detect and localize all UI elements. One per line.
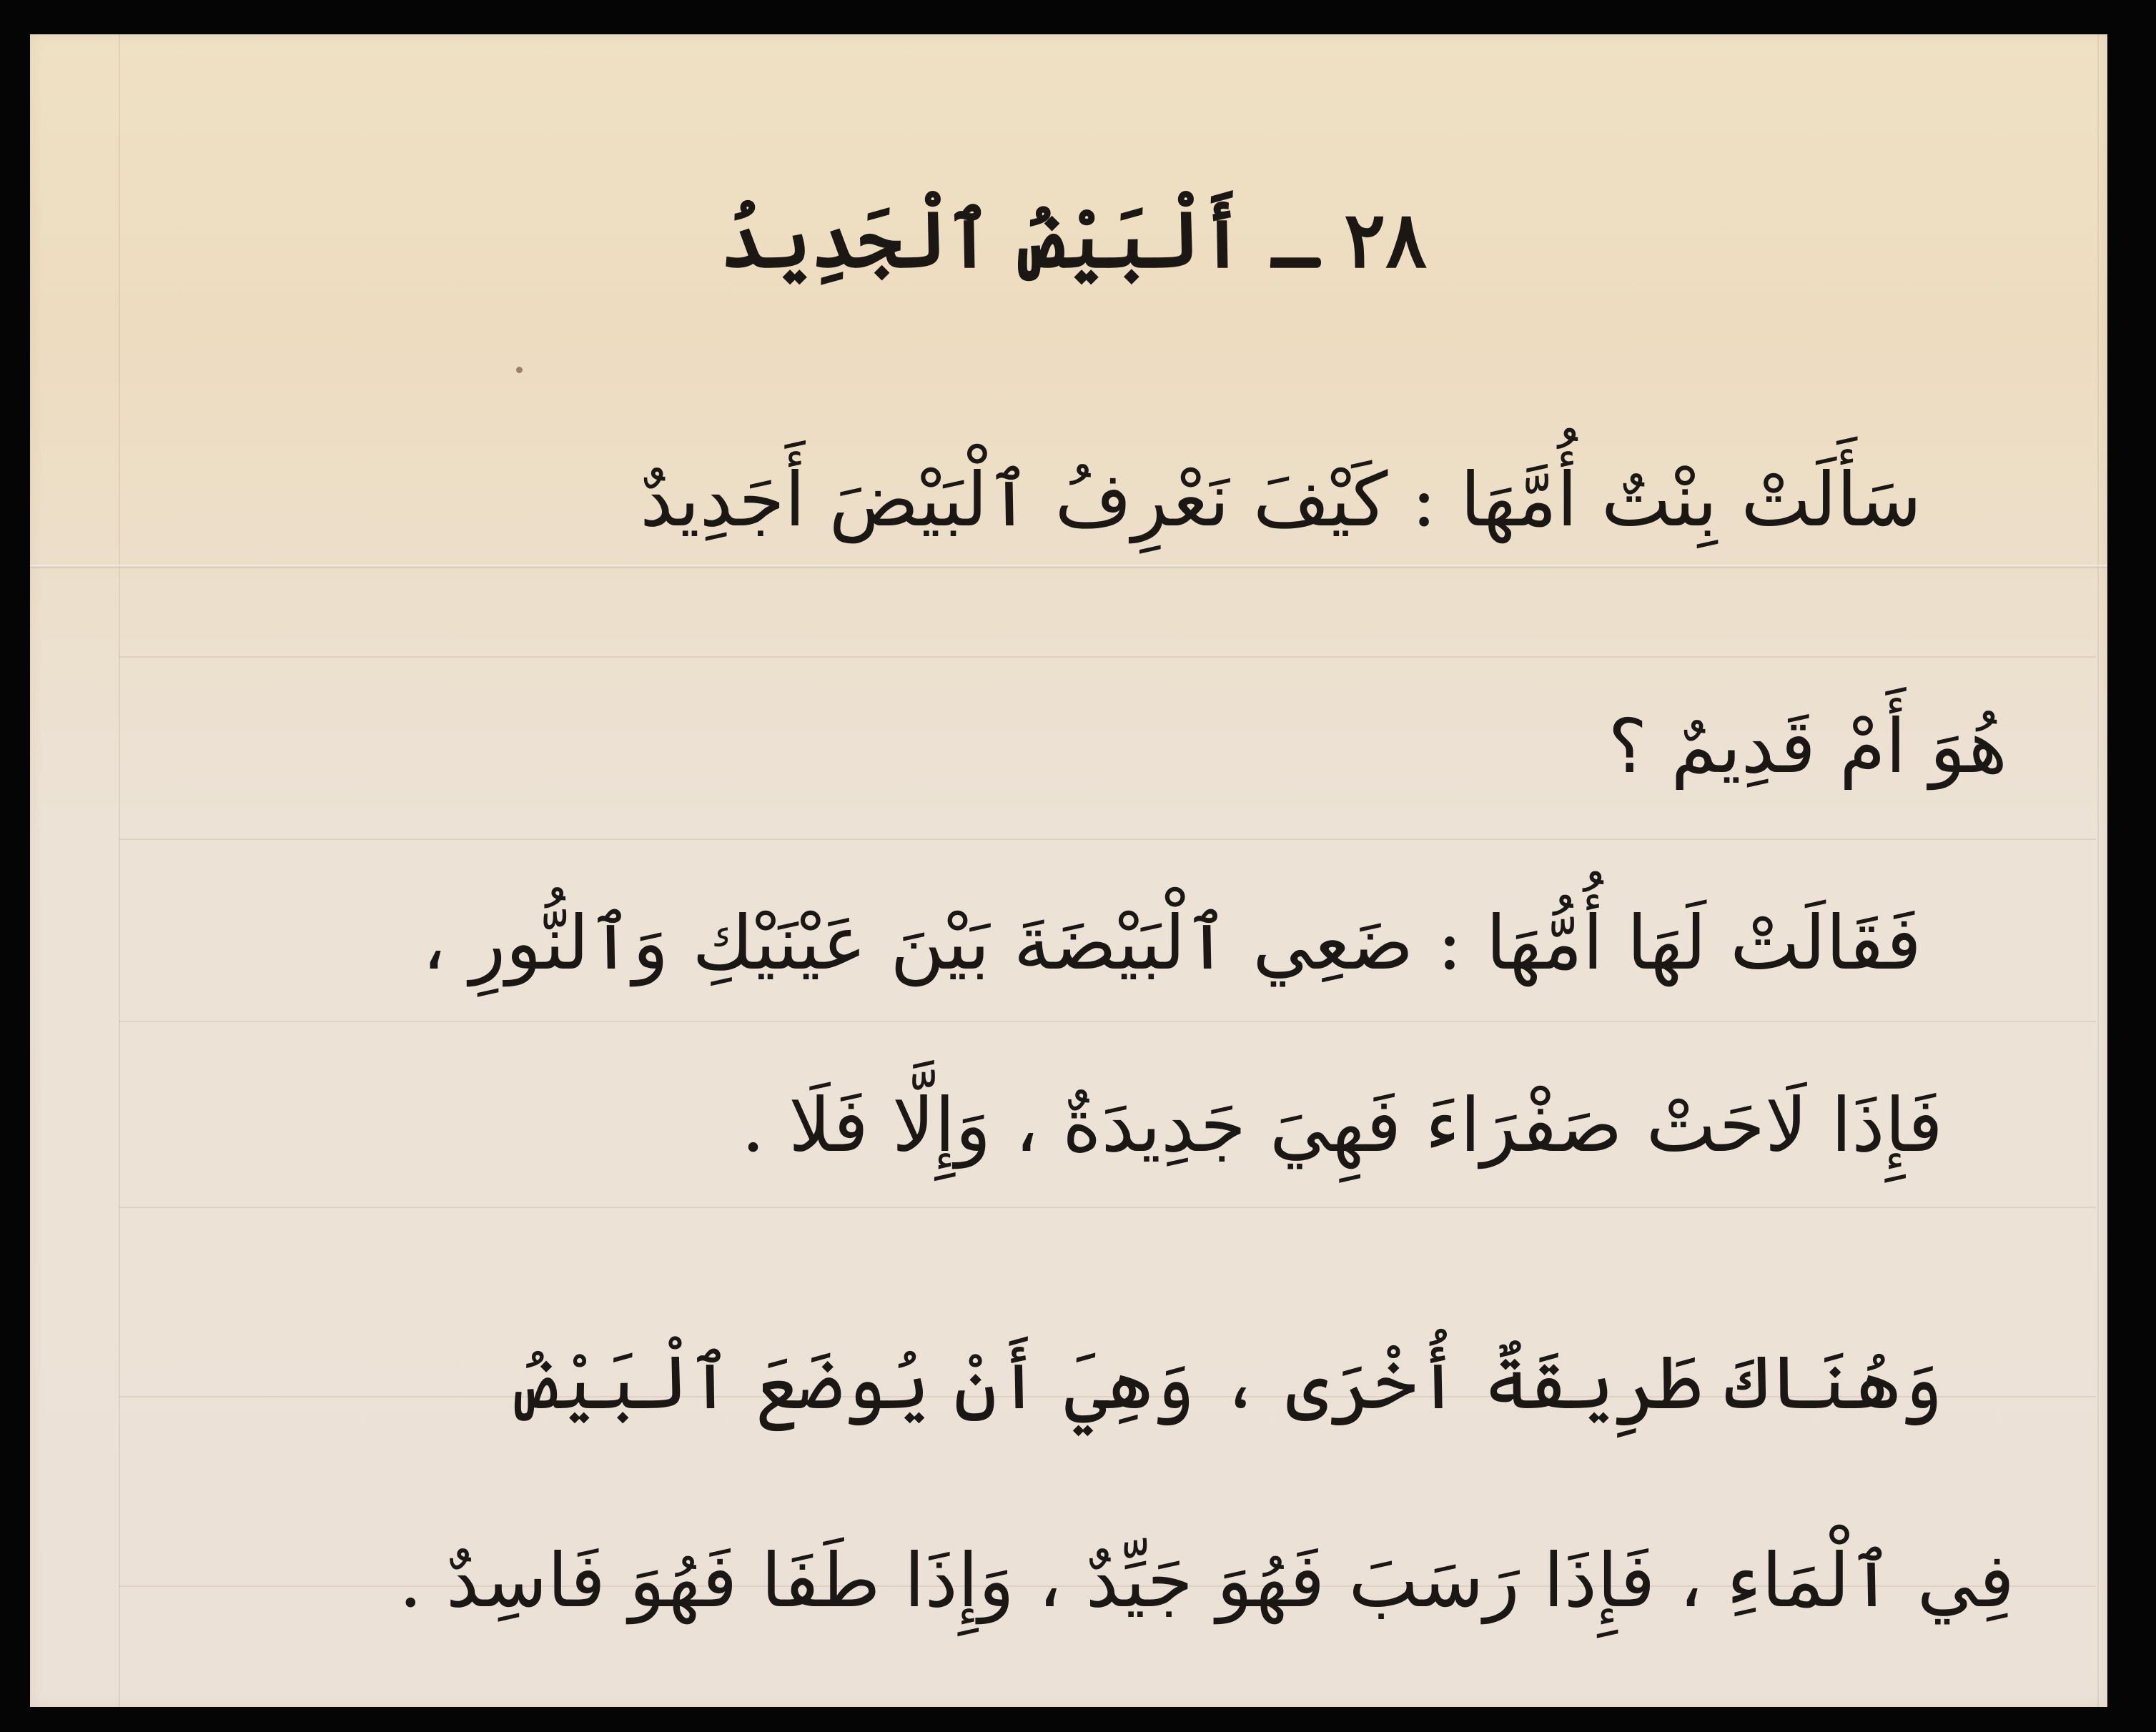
text-line-5: وَهُنَاكَ طَرِيقَةٌ أُخْرَى ، وَهِيَ أَنْ يُوضَعَ ٱلْبَيْضُ <box>514 1339 1943 1426</box>
paper-fold-line <box>30 565 2107 568</box>
faint-rule <box>119 838 2096 840</box>
faint-rule <box>119 1207 2096 1208</box>
faint-rule <box>119 1021 2096 1022</box>
text-line-3: فَقَالَتْ لَهَا أُمُّهَا : ضَعِي ٱلْبَيْضَةَ بَيْنَ عَيْنَيْكِ وَٱلنُّورِ ، <box>422 899 1922 986</box>
text-line-1: سَأَلَتْ بِنْتٌ أُمَّهَا : كَيْفَ نَعْرِفُ ٱلْبَيْضَ أَجَدِيدٌ <box>640 456 1922 543</box>
text-line-2: هُوَ أَمْ قَدِيمٌ ؟ <box>1608 703 2007 790</box>
handwritten-document-sheet <box>30 34 2107 1707</box>
paper-speck <box>516 367 523 373</box>
document-title: ٢٨ ـ أَلْبَيْضُ ٱلْجَدِيدُ <box>720 195 1428 285</box>
text-line-6: فِي ٱلْمَاءِ ، فَإِذَا رَسَبَ فَهُوَ جَيِّدٌ ، وَإِذَا طَفَا فَهُوَ فَاسِدٌ . <box>398 1537 2014 1624</box>
faint-rule <box>119 656 2096 658</box>
text-line-4: فَإِذَا لَاحَتْ صَفْرَاءَ فَهِيَ جَدِيدَةٌ ، وَإِلَّا فَلَا . <box>741 1082 1943 1169</box>
